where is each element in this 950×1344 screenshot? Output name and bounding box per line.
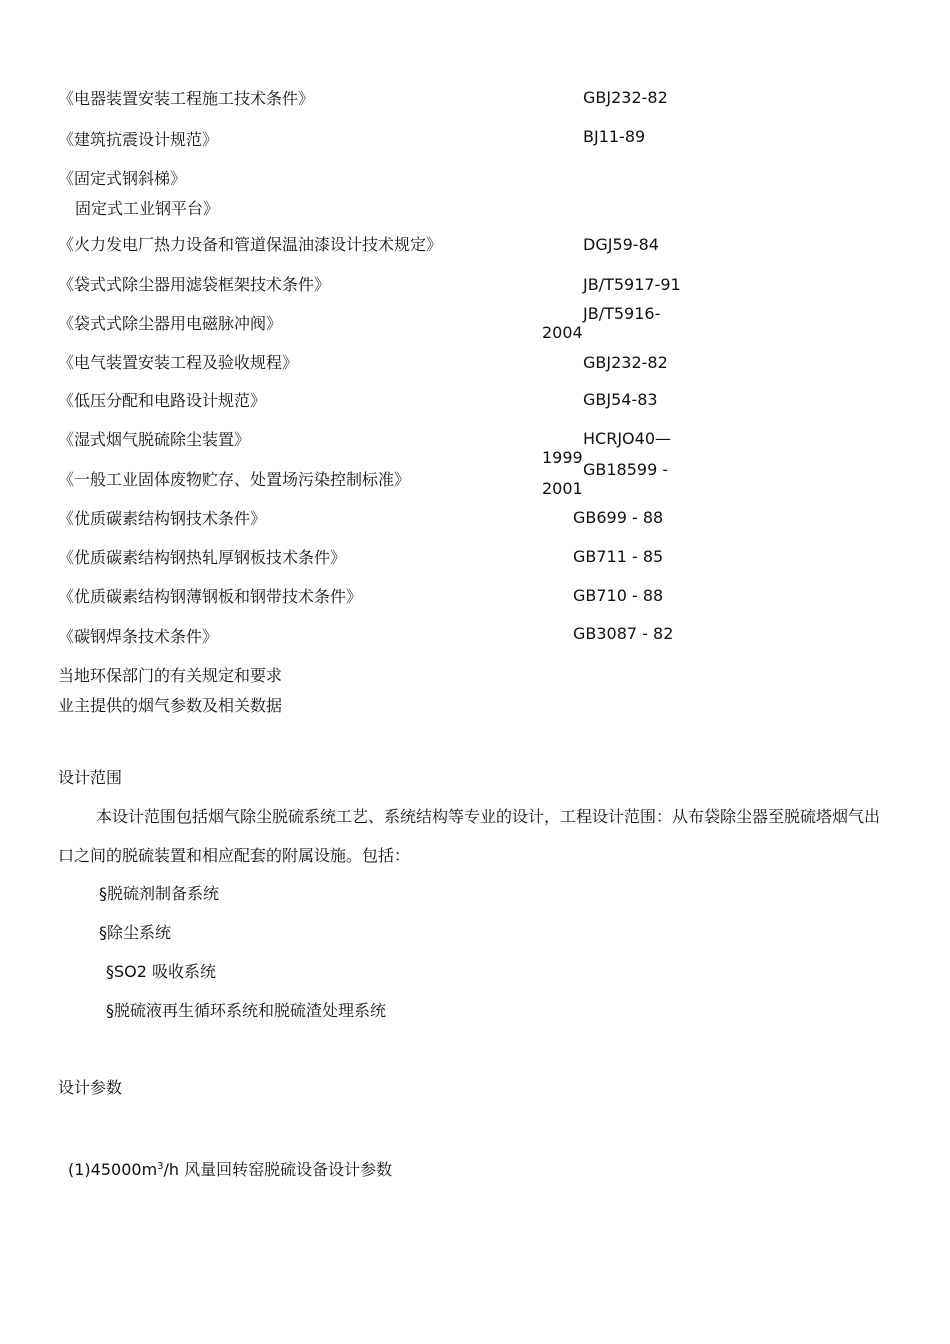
standard-title-6: 《袋式式除尘器用滤袋框架技术条件》 bbox=[58, 275, 331, 294]
standard-code-1: GBJ232-82 bbox=[583, 88, 668, 107]
standard-code-10-cont: 1999 bbox=[542, 448, 583, 467]
standard-code-6: JB/T5917-91 bbox=[583, 275, 681, 294]
standard-code-14: GB710 - 88 bbox=[573, 586, 664, 605]
standard-code-12: GB699 - 88 bbox=[573, 508, 664, 527]
basis-owner-data: 业主提供的烟气参数及相关数据 bbox=[58, 696, 283, 715]
params-subheading bbox=[68, 1160, 392, 1179]
standard-code-7: JB/T5916- bbox=[583, 304, 661, 323]
scope-heading: 设计范围 bbox=[58, 768, 123, 787]
standard-code-13: GB711 - 85 bbox=[573, 547, 664, 566]
standard-title-11: 《一般工业固体废物贮存、处置场污染控制标准》 bbox=[58, 470, 411, 489]
standard-code-11: GB18599 - bbox=[583, 460, 669, 479]
standard-title-3: 《固定式钢斜梯》 bbox=[58, 169, 187, 188]
params-sub-suffix: /h 风量回转窑脱硫设备设计参数 bbox=[163, 1160, 393, 1179]
standard-title-12: 《优质碳素结构钢技术条件》 bbox=[58, 509, 267, 528]
standard-code-2: BJ11-89 bbox=[583, 127, 646, 146]
standard-code-8: GBJ232-82 bbox=[583, 353, 668, 372]
standard-title-2: 《建筑抗震设计规范》 bbox=[58, 130, 219, 149]
standard-title-15: 《碳钢焊条技术条件》 bbox=[58, 627, 219, 646]
scope-item-desulfurizer-prep: §脱硫剂制备系统 bbox=[99, 884, 220, 903]
params-heading: 设计参数 bbox=[58, 1078, 123, 1097]
standard-code-15: GB3087 - 82 bbox=[573, 624, 674, 643]
standard-title-14: 《优质碳素结构钢薄钢板和钢带技术条件》 bbox=[58, 587, 363, 606]
scope-item-so2-absorption: §SO2 吸收系统 bbox=[106, 962, 217, 981]
params-sub-superscript: 3 bbox=[157, 1161, 164, 1172]
standard-code-9: GBJ54-83 bbox=[583, 390, 658, 409]
standard-title-5: 《火力发电厂热力设备和管道保温油漆设计技术规定》 bbox=[58, 235, 443, 254]
standard-title-8: 《电气装置安装工程及验收规程》 bbox=[58, 353, 299, 372]
standard-title-7: 《袋式式除尘器用电磁脉冲阀》 bbox=[58, 314, 283, 333]
standard-code-7-cont: 2004 bbox=[542, 323, 583, 342]
standard-title-4: 固定式工业钢平台》 bbox=[75, 199, 220, 218]
standard-code-5: DGJ59-84 bbox=[583, 235, 659, 254]
scope-item-dust-removal: §除尘系统 bbox=[99, 923, 172, 942]
standard-title-13: 《优质碳素结构钢热轧厚钢板技术条件》 bbox=[58, 548, 347, 567]
basis-local-regulations: 当地环保部门的有关规定和要求 bbox=[58, 666, 283, 685]
standard-title-10: 《湿式烟气脱硫除尘装置》 bbox=[58, 430, 251, 449]
standard-code-10: HCRJO40— bbox=[583, 429, 671, 448]
standard-title-1: 《电器装置安装工程施工技术条件》 bbox=[58, 89, 315, 108]
scope-paragraph: 本设计范围包括烟气除尘脱硫系统工艺、系统结构等专业的设计，工程设计范围：从布袋除尘器至脱硫塔烟气出口之间的脱硫装置和相应配套的附属设施。包括： bbox=[58, 807, 881, 865]
standard-title-9: 《低压分配和电路设计规范》 bbox=[58, 391, 267, 410]
params-sub-prefix: (1)45000m bbox=[68, 1160, 158, 1179]
scope-item-regeneration: §脱硫液再生循环系统和脱硫渣处理系统 bbox=[106, 1001, 387, 1020]
standard-code-11-cont: 2001 bbox=[542, 479, 583, 498]
